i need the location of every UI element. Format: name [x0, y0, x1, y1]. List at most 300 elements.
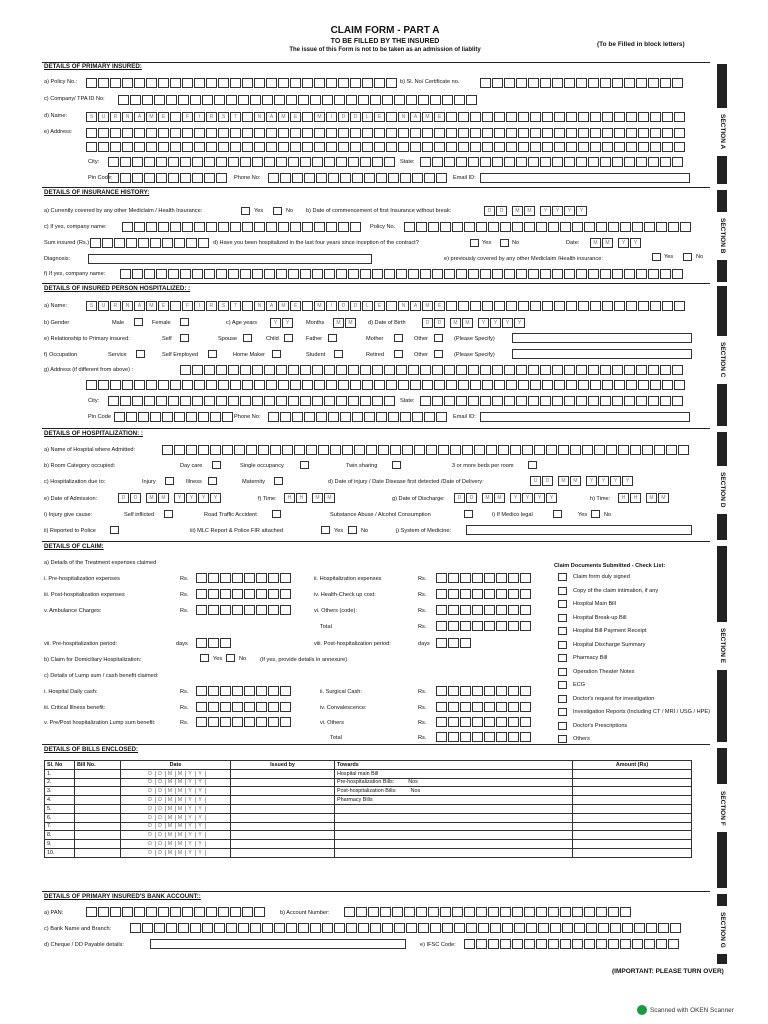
char-box[interactable] [530, 142, 541, 152]
char-box[interactable] [144, 157, 155, 167]
char-box[interactable] [422, 142, 433, 152]
char-box[interactable]: M [422, 112, 433, 122]
char-box[interactable] [168, 173, 179, 183]
char-box[interactable] [216, 157, 227, 167]
diagnosis-field[interactable] [88, 254, 372, 264]
checklist-checkbox[interactable] [558, 573, 567, 581]
char-box[interactable] [252, 396, 263, 406]
char-box[interactable] [254, 128, 265, 138]
char-box[interactable] [336, 157, 347, 167]
date-char-box[interactable]: D [156, 779, 166, 785]
char-box[interactable] [122, 142, 133, 152]
char-box[interactable] [292, 173, 303, 183]
char-box[interactable] [516, 396, 527, 406]
char-box[interactable] [480, 157, 491, 167]
char-box[interactable] [244, 686, 255, 696]
date-char-box[interactable]: Y [186, 832, 196, 838]
char-box[interactable] [460, 573, 471, 583]
char-box[interactable] [566, 301, 577, 311]
char-box[interactable] [634, 923, 645, 933]
char-box[interactable]: D [530, 476, 541, 486]
char-box[interactable] [356, 907, 367, 917]
char-box[interactable]: I [326, 112, 337, 122]
amount-cell[interactable] [573, 840, 692, 849]
char-box[interactable] [202, 95, 213, 105]
char-box[interactable] [480, 365, 491, 375]
bill-row[interactable] [45, 804, 692, 813]
char-box[interactable] [242, 112, 253, 122]
char-box[interactable] [600, 269, 611, 279]
char-box[interactable] [454, 95, 465, 105]
char-box[interactable] [302, 301, 313, 311]
char-box[interactable] [428, 907, 439, 917]
char-box[interactable] [158, 128, 169, 138]
char-box[interactable] [598, 923, 609, 933]
char-box[interactable] [326, 222, 337, 232]
char-box[interactable] [170, 907, 181, 917]
char-box[interactable] [602, 380, 613, 390]
char-box[interactable] [196, 589, 207, 599]
char-box[interactable] [404, 907, 415, 917]
char-box[interactable] [238, 95, 249, 105]
char-box[interactable] [216, 396, 227, 406]
char-box[interactable] [162, 445, 173, 455]
checklist-item[interactable] [558, 668, 708, 682]
char-box[interactable] [536, 939, 547, 949]
char-box[interactable] [432, 396, 443, 406]
char-box[interactable]: U [98, 112, 109, 122]
char-box[interactable] [488, 907, 499, 917]
char-box[interactable] [256, 605, 267, 615]
char-box[interactable] [90, 238, 101, 248]
char-box[interactable] [226, 923, 237, 933]
char-box[interactable] [526, 923, 537, 933]
char-box[interactable] [192, 396, 203, 406]
char-box[interactable] [214, 923, 225, 933]
char-box[interactable] [348, 269, 359, 279]
char-box[interactable] [228, 269, 239, 279]
char-box[interactable] [278, 78, 289, 88]
char-box[interactable] [468, 365, 479, 375]
char-box[interactable] [608, 222, 619, 232]
char-box[interactable] [394, 923, 405, 933]
char-box[interactable] [512, 907, 523, 917]
char-box[interactable] [266, 142, 277, 152]
char-box[interactable] [312, 365, 323, 375]
char-box[interactable] [324, 157, 335, 167]
date-char-box[interactable]: M [166, 823, 176, 829]
char-box[interactable] [314, 142, 325, 152]
char-box[interactable] [432, 157, 443, 167]
char-box[interactable] [372, 269, 383, 279]
char-box[interactable] [590, 380, 601, 390]
char-box[interactable] [656, 222, 667, 232]
char-box[interactable] [434, 142, 445, 152]
char-box[interactable] [506, 301, 517, 311]
char-box[interactable] [182, 78, 193, 88]
char-box[interactable] [230, 907, 241, 917]
bill-no-cell[interactable] [75, 831, 121, 840]
char-box[interactable] [208, 702, 219, 712]
char-box[interactable] [282, 445, 293, 455]
char-box[interactable]: Y [618, 238, 629, 248]
char-box[interactable] [584, 939, 595, 949]
char-box[interactable] [126, 412, 137, 422]
char-box[interactable] [554, 112, 565, 122]
char-box[interactable] [242, 380, 253, 390]
char-box[interactable] [210, 445, 221, 455]
bill-date-cell[interactable] [121, 778, 231, 787]
char-box[interactable] [492, 78, 503, 88]
char-box[interactable] [134, 222, 145, 232]
char-box[interactable] [542, 128, 553, 138]
char-box[interactable] [516, 365, 527, 375]
char-box[interactable] [316, 173, 327, 183]
char-box[interactable] [372, 157, 383, 167]
char-box[interactable] [518, 301, 529, 311]
char-box[interactable]: Y [210, 493, 221, 503]
char-box[interactable] [350, 142, 361, 152]
char-box[interactable] [360, 269, 371, 279]
checklist-item[interactable] [558, 654, 708, 668]
char-box[interactable] [278, 142, 289, 152]
char-box[interactable] [288, 269, 299, 279]
char-box[interactable] [158, 907, 169, 917]
char-box[interactable] [626, 142, 637, 152]
domiciliary-no-checkbox[interactable] [226, 654, 235, 662]
char-box[interactable] [662, 301, 673, 311]
char-box[interactable] [156, 173, 167, 183]
char-box[interactable] [464, 907, 475, 917]
char-box[interactable] [560, 939, 571, 949]
char-box[interactable] [324, 365, 335, 375]
char-box[interactable] [130, 923, 141, 933]
char-box[interactable] [596, 939, 607, 949]
char-box[interactable] [218, 222, 229, 232]
date-char-box[interactable]: Y [186, 823, 196, 829]
char-box[interactable]: M [590, 238, 601, 248]
char-box[interactable] [220, 702, 231, 712]
char-box[interactable]: M [494, 493, 505, 503]
char-box[interactable] [268, 573, 279, 583]
char-box[interactable]: S [86, 112, 97, 122]
char-box[interactable] [326, 128, 337, 138]
char-box[interactable]: E [158, 112, 169, 122]
checklist-item[interactable] [558, 627, 708, 641]
char-box[interactable] [666, 445, 677, 455]
char-box[interactable] [216, 269, 227, 279]
date-char-box[interactable]: M [176, 797, 186, 803]
char-box[interactable] [520, 621, 531, 631]
char-box[interactable] [348, 365, 359, 375]
char-box[interactable] [492, 157, 503, 167]
char-box[interactable]: S [86, 301, 97, 311]
char-box[interactable]: Y [198, 493, 209, 503]
maternity-checkbox[interactable] [274, 477, 283, 485]
char-box[interactable] [678, 445, 689, 455]
char-box[interactable]: Y [610, 476, 621, 486]
char-box[interactable] [230, 142, 241, 152]
char-box[interactable] [518, 142, 529, 152]
char-box[interactable] [120, 173, 131, 183]
char-box[interactable] [206, 222, 217, 232]
char-box[interactable] [496, 605, 507, 615]
char-box[interactable] [170, 78, 181, 88]
char-box[interactable] [208, 717, 219, 727]
char-box[interactable] [324, 396, 335, 406]
char-box[interactable] [174, 238, 185, 248]
char-box[interactable] [110, 142, 121, 152]
char-box[interactable] [446, 301, 457, 311]
char-box[interactable] [516, 269, 527, 279]
char-box[interactable] [222, 445, 233, 455]
char-box[interactable] [612, 365, 623, 375]
char-box[interactable] [268, 702, 279, 712]
char-box[interactable] [170, 380, 181, 390]
char-box[interactable] [178, 923, 189, 933]
illness-checkbox[interactable] [208, 477, 217, 485]
char-box[interactable]: L [362, 112, 373, 122]
char-box[interactable] [444, 396, 455, 406]
checklist-item[interactable] [558, 600, 708, 614]
char-box[interactable] [494, 301, 505, 311]
char-box[interactable] [288, 365, 299, 375]
char-box[interactable] [126, 238, 137, 248]
char-box[interactable] [552, 157, 563, 167]
char-box[interactable] [174, 445, 185, 455]
char-box[interactable] [268, 717, 279, 727]
bill-row[interactable] [45, 840, 692, 849]
bill-date-cell[interactable] [121, 804, 231, 813]
char-box[interactable]: Y [598, 476, 609, 486]
char-box[interactable] [650, 380, 661, 390]
char-box[interactable] [374, 380, 385, 390]
bill-no-cell[interactable] [75, 787, 121, 796]
char-box[interactable]: N [398, 301, 409, 311]
char-box[interactable] [120, 157, 131, 167]
bill-row[interactable] [45, 831, 692, 840]
char-box[interactable] [402, 445, 413, 455]
char-box[interactable] [470, 142, 481, 152]
char-box[interactable] [330, 445, 341, 455]
char-box[interactable] [268, 589, 279, 599]
char-box[interactable] [480, 78, 491, 88]
char-box[interactable]: D [434, 318, 445, 328]
char-box[interactable] [576, 396, 587, 406]
char-box[interactable] [418, 923, 429, 933]
checklist-item[interactable] [558, 587, 708, 601]
char-box[interactable] [154, 923, 165, 933]
char-box[interactable] [520, 702, 531, 712]
char-box[interactable] [518, 112, 529, 122]
char-box[interactable] [500, 939, 511, 949]
char-box[interactable] [472, 573, 483, 583]
bill-row[interactable] [45, 787, 692, 796]
char-box[interactable] [132, 396, 143, 406]
char-box[interactable] [550, 923, 561, 933]
char-box[interactable] [464, 222, 475, 232]
char-box[interactable]: M [422, 301, 433, 311]
char-box[interactable] [298, 95, 309, 105]
char-box[interactable] [496, 686, 507, 696]
char-box[interactable] [602, 128, 613, 138]
date-char-box[interactable]: M [176, 771, 186, 777]
char-box[interactable] [444, 269, 455, 279]
char-box[interactable]: A [266, 112, 277, 122]
char-box[interactable] [226, 95, 237, 105]
char-box[interactable] [564, 269, 575, 279]
char-box[interactable] [472, 589, 483, 599]
bill-no-cell[interactable] [75, 840, 121, 849]
char-box[interactable] [182, 222, 193, 232]
char-box[interactable] [444, 365, 455, 375]
char-box[interactable] [494, 142, 505, 152]
char-box[interactable] [408, 269, 419, 279]
bill-row[interactable] [45, 778, 692, 787]
char-box[interactable] [302, 112, 313, 122]
char-box[interactable] [86, 907, 97, 917]
char-box[interactable] [436, 702, 447, 712]
char-box[interactable] [494, 380, 505, 390]
char-box[interactable] [436, 412, 447, 422]
char-box[interactable] [668, 222, 679, 232]
char-box[interactable]: I [194, 112, 205, 122]
date-char-box[interactable]: D [146, 815, 156, 821]
char-box[interactable] [484, 573, 495, 583]
char-box[interactable] [174, 412, 185, 422]
char-box[interactable] [234, 445, 245, 455]
char-box[interactable] [98, 142, 109, 152]
char-box[interactable] [432, 365, 443, 375]
char-box[interactable] [396, 269, 407, 279]
char-box[interactable]: H [284, 493, 295, 503]
char-box[interactable]: R [206, 301, 217, 311]
email-field[interactable] [480, 173, 690, 183]
char-box[interactable] [614, 128, 625, 138]
char-box[interactable] [504, 78, 515, 88]
char-box[interactable] [660, 157, 671, 167]
bill-date-cell[interactable] [121, 787, 231, 796]
char-box[interactable] [540, 365, 551, 375]
char-box[interactable] [672, 396, 683, 406]
char-box[interactable] [448, 732, 459, 742]
char-box[interactable] [134, 78, 145, 88]
char-box[interactable] [290, 78, 301, 88]
char-box[interactable] [230, 380, 241, 390]
char-box[interactable] [310, 923, 321, 933]
char-box[interactable] [638, 380, 649, 390]
char-box[interactable] [374, 128, 385, 138]
char-box[interactable] [258, 445, 269, 455]
char-box[interactable] [674, 112, 685, 122]
bill-date-cell[interactable] [121, 796, 231, 805]
char-box[interactable] [346, 95, 357, 105]
char-box[interactable] [192, 157, 203, 167]
amount-cell[interactable] [573, 804, 692, 813]
char-box[interactable]: H [630, 493, 641, 503]
char-box[interactable] [326, 142, 337, 152]
char-box[interactable] [654, 445, 665, 455]
char-box[interactable] [496, 732, 507, 742]
char-box[interactable] [420, 157, 431, 167]
char-box[interactable] [530, 112, 541, 122]
char-box[interactable] [144, 269, 155, 279]
char-box[interactable] [434, 380, 445, 390]
char-box[interactable] [278, 222, 289, 232]
char-box[interactable] [452, 907, 463, 917]
char-box[interactable] [484, 605, 495, 615]
char-box[interactable]: S [218, 301, 229, 311]
char-box[interactable] [102, 238, 113, 248]
char-box[interactable]: M [158, 493, 169, 503]
char-box[interactable] [458, 142, 469, 152]
char-box[interactable] [542, 380, 553, 390]
char-box[interactable] [154, 95, 165, 105]
char-box[interactable] [456, 269, 467, 279]
date-char-box[interactable]: Y [186, 771, 196, 777]
char-box[interactable] [590, 112, 601, 122]
char-box[interactable]: T [230, 301, 241, 311]
char-box[interactable]: M [278, 112, 289, 122]
char-box[interactable] [610, 923, 621, 933]
char-box[interactable]: N [122, 301, 133, 311]
char-box[interactable] [370, 95, 381, 105]
char-box[interactable] [672, 365, 683, 375]
char-box[interactable] [520, 686, 531, 696]
char-box[interactable] [484, 717, 495, 727]
checklist-item[interactable] [558, 735, 708, 749]
char-box[interactable]: Y [282, 318, 293, 328]
char-box[interactable] [554, 128, 565, 138]
char-box[interactable] [438, 445, 449, 455]
char-box[interactable] [218, 907, 229, 917]
char-box[interactable]: Y [622, 476, 633, 486]
char-box[interactable] [460, 621, 471, 631]
char-box[interactable] [158, 380, 169, 390]
char-box[interactable] [552, 269, 563, 279]
date-char-box[interactable]: Y [186, 815, 196, 821]
char-box[interactable] [190, 923, 201, 933]
char-box[interactable] [426, 445, 437, 455]
char-box[interactable] [340, 412, 351, 422]
self-employed-checkbox[interactable] [208, 350, 217, 358]
char-box[interactable] [110, 380, 121, 390]
char-box[interactable] [472, 621, 483, 631]
char-box[interactable] [482, 142, 493, 152]
char-box[interactable] [250, 95, 261, 105]
road-accident-checkbox[interactable] [272, 510, 281, 518]
char-box[interactable] [264, 269, 275, 279]
char-box[interactable] [614, 112, 625, 122]
char-box[interactable] [578, 301, 589, 311]
char-box[interactable] [134, 380, 145, 390]
char-box[interactable] [446, 380, 457, 390]
char-box[interactable]: F [182, 301, 193, 311]
char-box[interactable] [306, 445, 317, 455]
char-box[interactable]: M [558, 476, 569, 486]
char-box[interactable] [578, 142, 589, 152]
char-box[interactable] [186, 238, 197, 248]
char-box[interactable] [354, 445, 365, 455]
char-box[interactable] [394, 95, 405, 105]
char-box[interactable] [420, 365, 431, 375]
date-char-box[interactable]: Y [186, 797, 196, 803]
char-box[interactable]: N [254, 112, 265, 122]
char-box[interactable] [456, 396, 467, 406]
char-box[interactable] [512, 939, 523, 949]
char-box[interactable] [196, 605, 207, 615]
char-box[interactable] [122, 78, 133, 88]
